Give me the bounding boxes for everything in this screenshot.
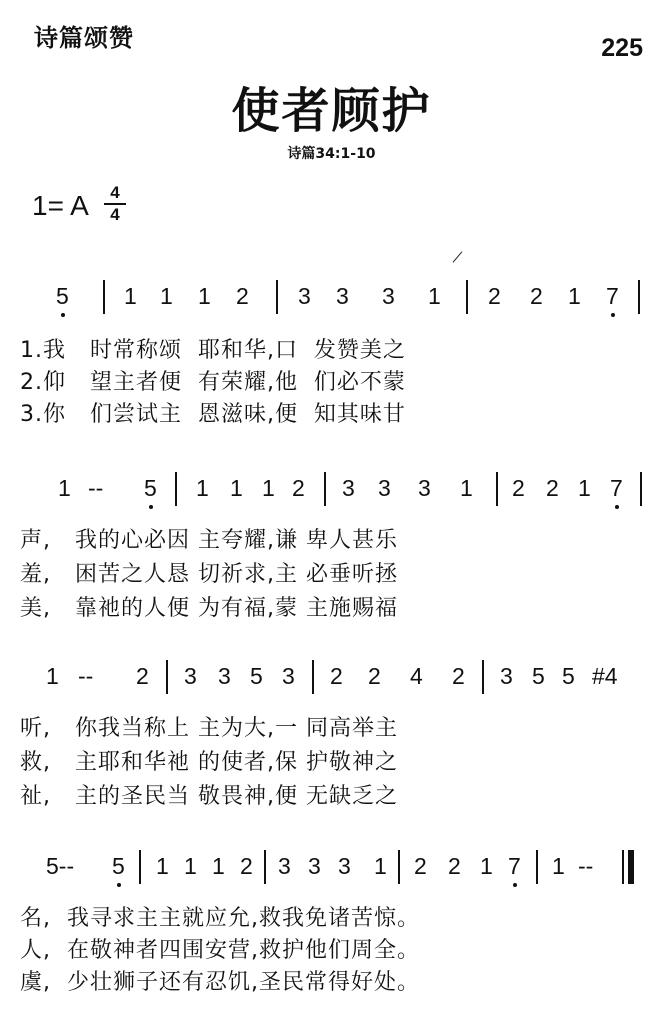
note: 3 [342, 475, 355, 501]
note: 1 [428, 283, 441, 309]
note: 3 [418, 475, 431, 501]
note: 5 [532, 663, 545, 689]
bar-line [398, 850, 400, 884]
notation-line-1 [0, 276, 663, 320]
note: 5 [144, 475, 157, 501]
notation-line-4 [0, 846, 663, 890]
note: 1 [212, 853, 225, 879]
lyric-line-3-verse-1: 听, 你我当称上 主为大,一 同高举主 [20, 716, 398, 741]
lyric-line-2-verse-2: 羞, 困苦之人恳 切祈求,主 必垂听拯 [20, 562, 398, 587]
note: 4 [410, 663, 423, 689]
final-bar-thick [628, 850, 634, 884]
bar-line [324, 472, 326, 506]
bar-line [264, 850, 266, 884]
note: 1 [262, 475, 275, 501]
note: 1 [198, 283, 211, 309]
bar-line [536, 850, 538, 884]
note: 5 [562, 663, 575, 689]
lyric-line-4-verse-3: 虞, 少壮狮子还有忍饥,圣民常得好处。 [20, 970, 420, 995]
time-signature-top: 4 [110, 183, 120, 202]
note: 1 [552, 853, 565, 879]
note: 2 [414, 853, 427, 879]
lyric-line-4-verse-2: 人, 在敬神者四围安营,救护他们周全。 [20, 938, 420, 963]
note: 7 [606, 283, 619, 309]
bar-line [496, 472, 498, 506]
note: 5 [250, 663, 263, 689]
note: 1 [184, 853, 197, 879]
note: 5 [56, 283, 69, 309]
low-octave-dot [149, 505, 153, 509]
lyric-line-4-verse-1: 名, 我寻求主主就应允,救我免诸苦惊。 [20, 906, 420, 931]
note: 3 [282, 663, 295, 689]
note: 1 [156, 853, 169, 879]
note: 2 [368, 663, 381, 689]
note: 1 [568, 283, 581, 309]
low-octave-dot [61, 313, 65, 317]
note: 7 [610, 475, 623, 501]
note: 3 [338, 853, 351, 879]
bar-line [638, 280, 640, 314]
note: 3 [378, 475, 391, 501]
bar-line [640, 472, 642, 506]
key-signature: 1= A [32, 190, 89, 221]
note: 2 [292, 475, 305, 501]
dash: -- [578, 853, 594, 879]
low-octave-dot [615, 505, 619, 509]
lyric-line-3-verse-3: 祉, 主的圣民当 敬畏神,便 无缺乏之 [20, 784, 398, 809]
note: 3 [308, 853, 321, 879]
time-signature-bottom: 4 [110, 205, 120, 224]
note: 2 [546, 475, 559, 501]
note: 3 [336, 283, 349, 309]
lyric-line-1-verse-2: 2.仰 望主者便 有荣耀,他 们必不蒙 [20, 370, 406, 395]
note-with-dashes: 5-- [46, 853, 75, 879]
bar-line [466, 280, 468, 314]
note: 1 [460, 475, 473, 501]
note: 1 [124, 283, 137, 309]
lyric-line-2-verse-3: 美, 靠祂的人便 为有福,蒙 主施赐福 [20, 596, 398, 621]
note: 1 [578, 475, 591, 501]
note: 1 [374, 853, 387, 879]
bar-line [103, 280, 105, 314]
note: 3 [218, 663, 231, 689]
note: 2 [452, 663, 465, 689]
note: 2 [448, 853, 461, 879]
song-title: 使者顾护 [231, 83, 432, 139]
notation-line-3 [0, 656, 663, 700]
lyric-line-2-verse-1: 声, 我的心必因 主夸耀,谦 卑人甚乐 [20, 528, 398, 553]
page-number: 225 [601, 34, 643, 62]
sharp-note: #4 [592, 663, 618, 689]
note: 1 [230, 475, 243, 501]
lyric-line-3-verse-2: 救, 主耶和华祂 的使者,保 护敬神之 [20, 750, 398, 775]
note: 1 [46, 663, 59, 689]
low-octave-dot [611, 313, 615, 317]
bar-line [312, 660, 314, 694]
bar-line [175, 472, 177, 506]
note: 3 [278, 853, 291, 879]
bar-line [482, 660, 484, 694]
dash: -- [78, 663, 94, 689]
scripture-reference: 诗篇34:1-10 [287, 146, 376, 162]
note: 3 [382, 283, 395, 309]
low-octave-dot [117, 883, 121, 887]
lyric-line-1-verse-1: 1.我 时常称颂 耶和华,口 发赞美之 [20, 338, 406, 363]
note: 5 [112, 853, 125, 879]
note: 3 [184, 663, 197, 689]
final-bar-thin [622, 850, 624, 884]
note: 1 [196, 475, 209, 501]
note: 2 [530, 283, 543, 309]
note: 7 [508, 853, 521, 879]
book-title: 诗篇颂赞 [34, 24, 134, 52]
note: 2 [488, 283, 501, 309]
note: 3 [500, 663, 513, 689]
note: 3 [298, 283, 311, 309]
note: 1 [480, 853, 493, 879]
dash: -- [88, 475, 104, 501]
note: 2 [330, 663, 343, 689]
note: 2 [136, 663, 149, 689]
bar-line [139, 850, 141, 884]
bar-line [276, 280, 278, 314]
note: 1 [58, 475, 71, 501]
low-octave-dot [513, 883, 517, 887]
lyric-line-1-verse-3: 3.你 们尝试主 恩滋味,便 知其味甘 [20, 402, 406, 427]
note: 2 [240, 853, 253, 879]
notation-line-2 [0, 468, 663, 512]
note: 2 [236, 283, 249, 309]
note: 1 [160, 283, 173, 309]
note: 2 [512, 475, 525, 501]
bar-line [166, 660, 168, 694]
stray-pen-mark [453, 251, 463, 262]
time-signature [104, 184, 126, 224]
